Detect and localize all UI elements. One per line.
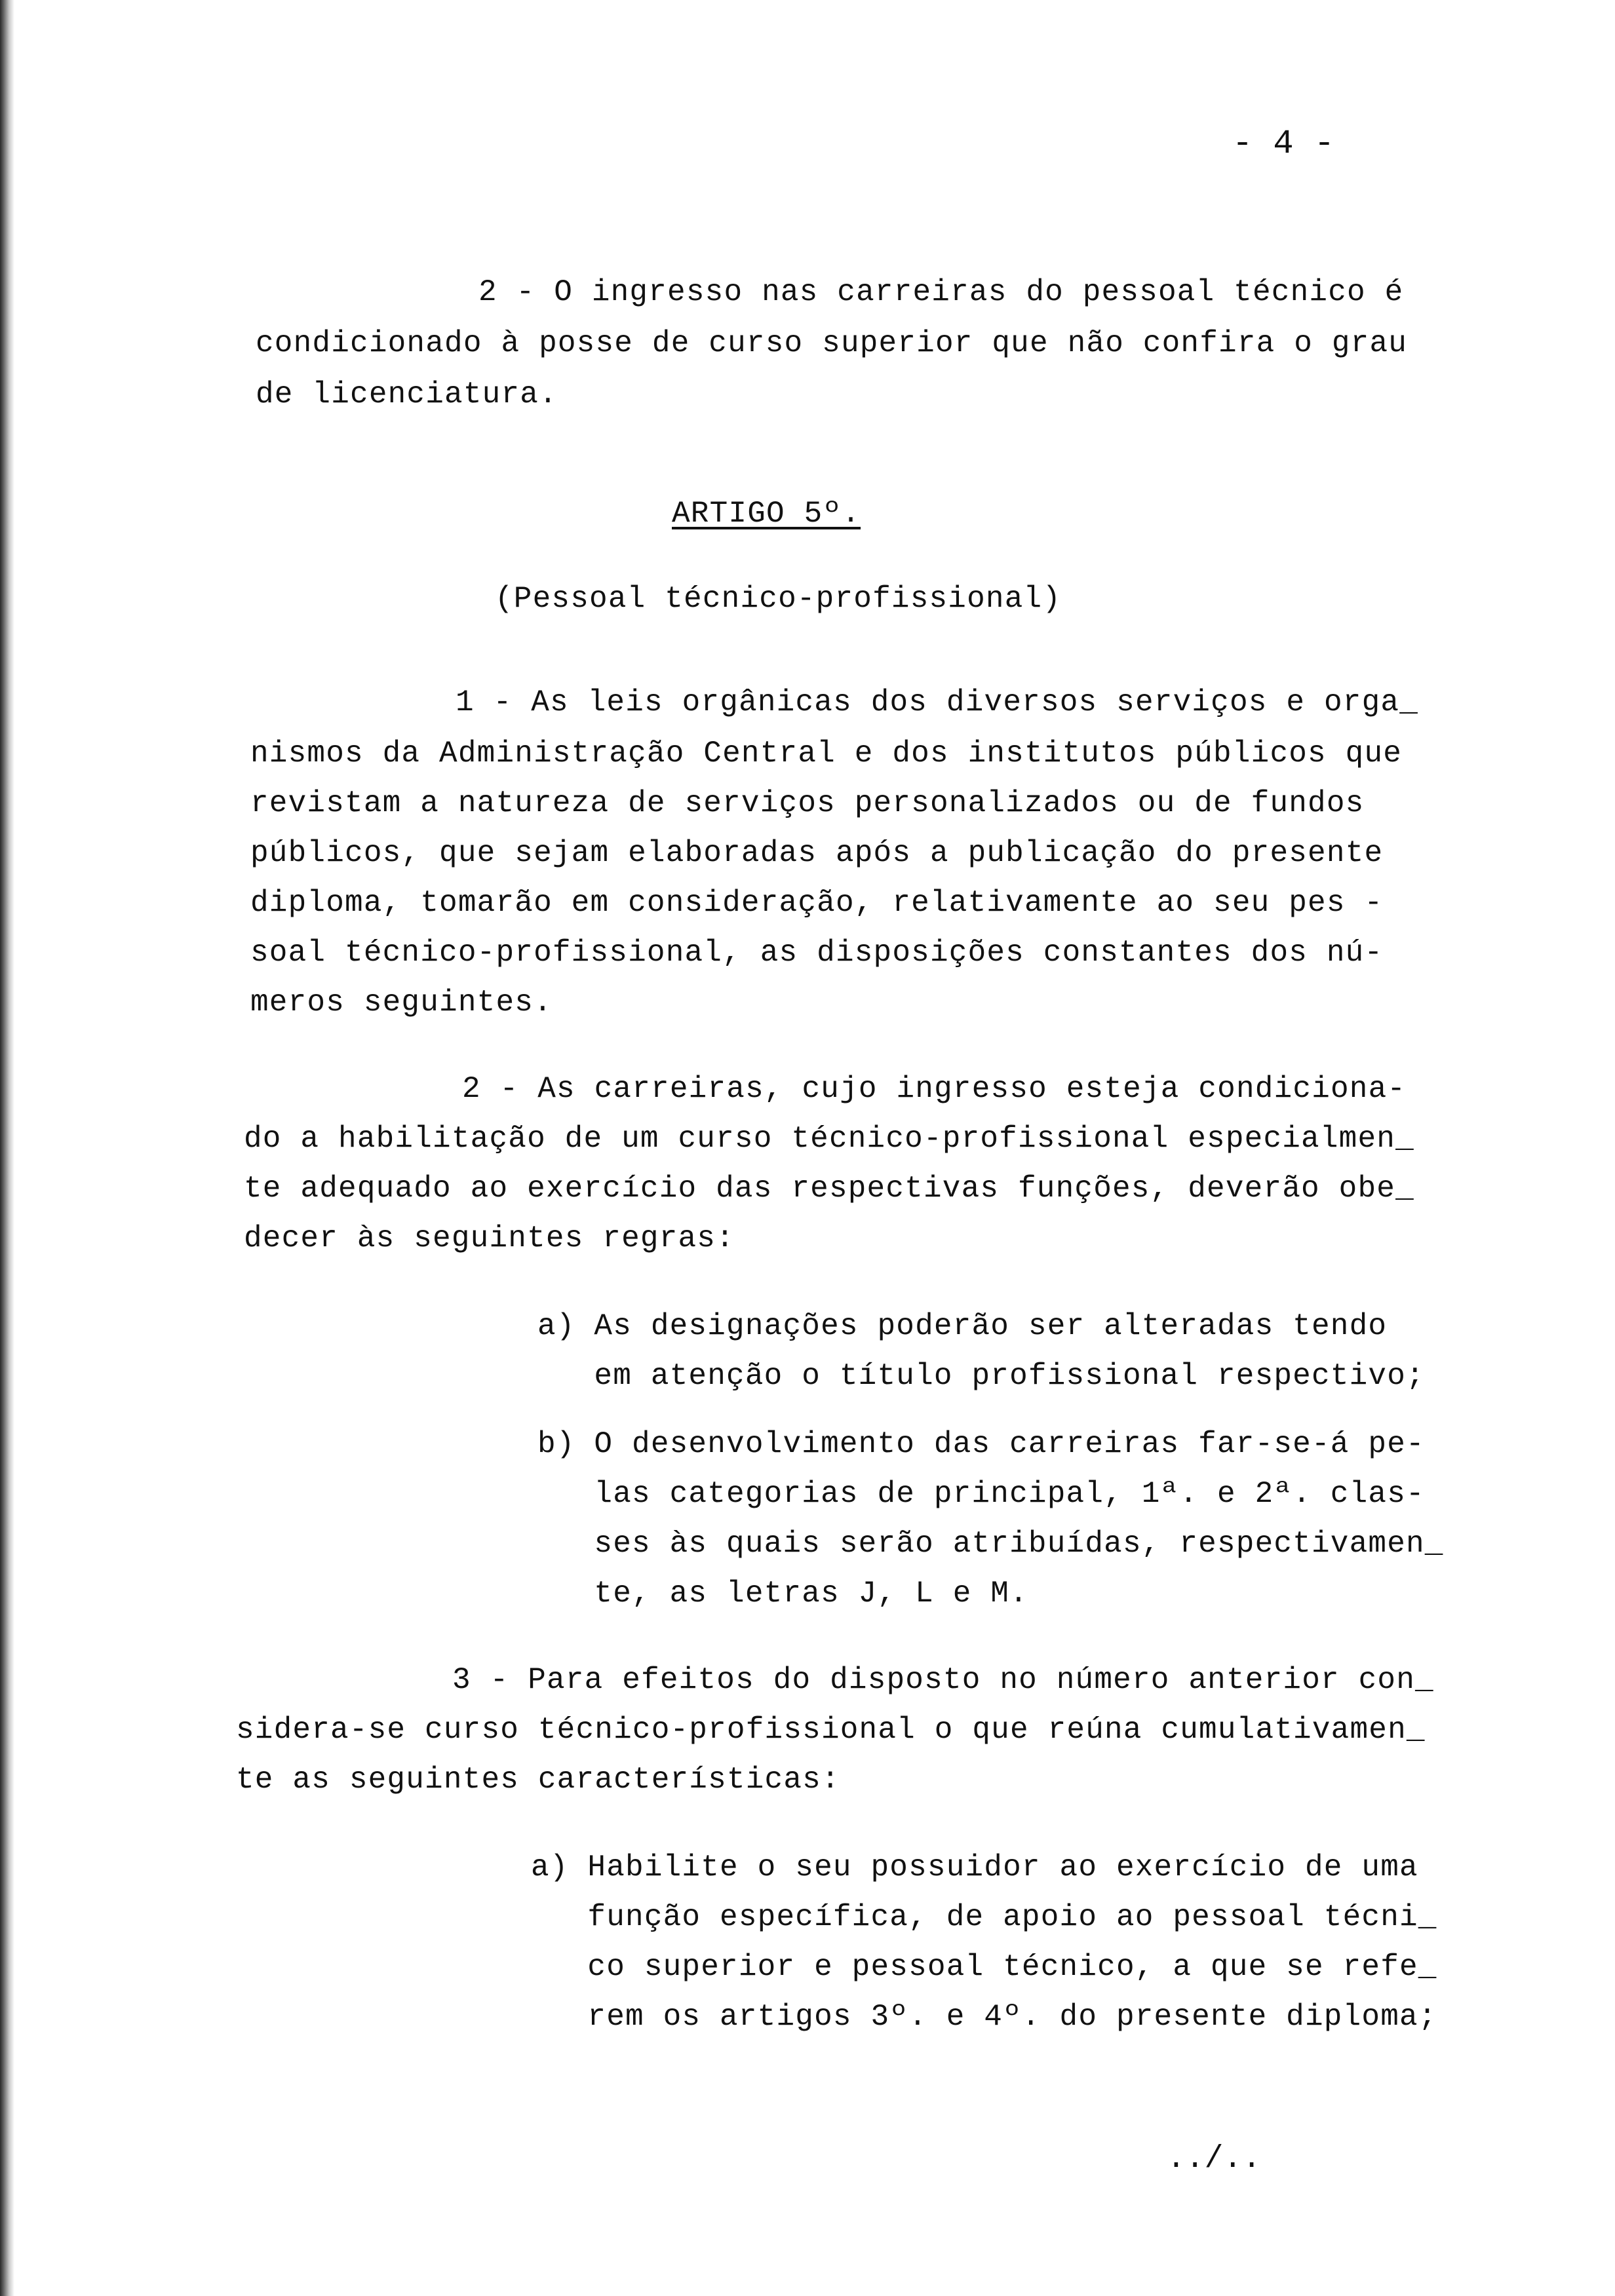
text-line: te as seguintes características: — [236, 1763, 840, 1797]
text-line: sidera-se curso técnico-profissional o que reúna cumulativamen_ — [236, 1713, 1426, 1747]
article-subheading: (Pessoal técnico-profissional) — [495, 582, 1062, 616]
continuation-mark: ../.. — [1167, 2141, 1262, 2177]
list-item-line: em atenção o título profissional respectivo; — [537, 1359, 1425, 1393]
text-line: 3 - Para efeitos do disposto no número anterior con_ — [452, 1663, 1434, 1697]
text-line: 1 - As leis orgânicas dos diversos serviços e orga_ — [456, 685, 1419, 719]
text-line: do a habilitação de um curso técnico-profissional especialmen_ — [244, 1122, 1414, 1156]
text-line: 2 - As carreiras, cujo ingresso esteja condiciona- — [462, 1072, 1407, 1106]
text-line: condicionado à posse de curso superior que não confira o grau — [256, 326, 1408, 360]
list-item-line: a) As designações poderão ser alteradas tendo — [537, 1309, 1388, 1343]
article-heading: ARTIGO 5º. — [672, 497, 861, 531]
text-line: te adequado ao exercício das respectivas funções, deverão obe_ — [244, 1172, 1414, 1206]
text-line: nismos da Administração Central e dos institutos públicos que — [250, 737, 1403, 771]
list-item-line: função específica, de apoio ao pessoal técni_ — [531, 1900, 1437, 1934]
text-line: soal técnico-profissional, as disposições constantes dos nú- — [250, 936, 1384, 970]
text-line: 2 - O ingresso nas carreiras do pessoal técnico é — [478, 275, 1404, 309]
text-line: públicos, que sejam elaboradas após a publicação do presente — [250, 836, 1384, 870]
list-item-line: a) Habilite o seu possuidor ao exercício de uma — [531, 1850, 1418, 1885]
text-line: decer às seguintes regras: — [244, 1221, 735, 1255]
page-number: - 4 - — [1232, 124, 1335, 163]
list-item-line: co superior e pessoal técnico, a que se refe_ — [531, 1950, 1437, 1984]
text-line: de licenciatura. — [256, 377, 558, 411]
text-line: meros seguintes. — [250, 985, 553, 1020]
list-item-line: ses às quais serão atribuídas, respectivamen_ — [537, 1527, 1444, 1561]
scanned-page-edge — [0, 0, 14, 2296]
list-item-line: las categorias de principal, 1ª. e 2ª. clas- — [537, 1477, 1425, 1511]
text-line: diploma, tomarão em consideração, relativamente ao seu pes - — [250, 886, 1384, 920]
list-item-line: te, as letras J, L e M. — [537, 1577, 1028, 1611]
text-line: revistam a natureza de serviços personalizados ou de fundos — [250, 786, 1365, 820]
list-item-line: b) O desenvolvimento das carreiras far-se-á pe- — [537, 1427, 1425, 1461]
list-item-line: rem os artigos 3º. e 4º. do presente diploma; — [531, 2000, 1437, 2034]
